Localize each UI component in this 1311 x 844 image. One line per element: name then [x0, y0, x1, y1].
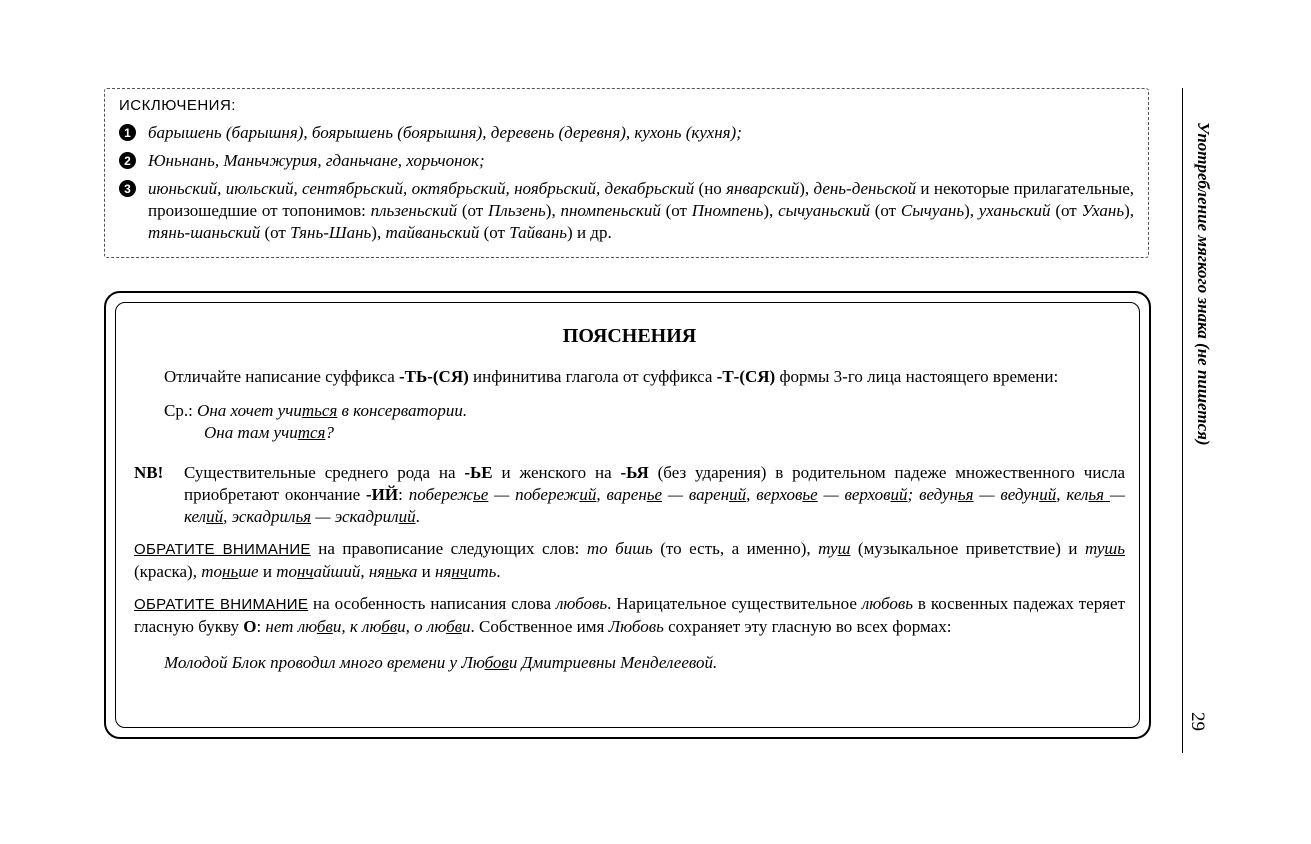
page-number: 29 — [1187, 712, 1208, 731]
comparison-example: Ср.: Она хочет учиться в консерватории. Она там учится? — [164, 401, 468, 442]
exception-item-1: 1 барышень (барышня), боярышень (боярышня), деревень (деревня), кухонь (кухня); — [119, 122, 1134, 144]
exceptions-title: ИСКЛЮЧЕНИЯ: — [119, 97, 236, 114]
number-one-icon: 1 — [119, 124, 136, 141]
explanations-frame — [104, 291, 1151, 739]
attention-label: ОБРАТИТЕ ВНИМАНИЕ — [134, 541, 311, 558]
nb-note: NB! Существительные среднего рода на -ЬЕ и женского на -ЬЯ (без ударения) в родительном падеже множественного числа приобретают окончание -ИЙ: побережье — побережий, варенье — варений, верховье — верховий; ведунья — ведуний, келья — келий, эскадрилья — эскадрилий. — [134, 463, 1126, 526]
attention-note-2: ОБРАТИТЕ ВНИМАНИЕ на особенность написания слова любовь. Нарицательное существительное любовь в косвенных падежах теряет гласную букву О: нет любви, к любви, о любви. Собственное имя Любовь сохраняет эту гласную во всех формах: — [134, 594, 1126, 636]
exception-item-2: 2 Юньнань, Маньчжурия, гданьчане, хорьчонок; — [119, 150, 1134, 172]
exception-item-3: 3 июньский, июльский, сентябрьский, октябрьский, ноябрьский, декабрьский (но январский), день-деньской и некоторые прилагательные, произошедшие от топонимов: пльзеньский (от Пльзень), пномпеньский (от Пномпень), сычуаньский (от Сычуань), уханьский (от Ухань), тянь-шаньский (от Тянь-Шань), тайваньский (от Тайвань) и др. — [119, 178, 1134, 244]
attention-label: ОБРАТИТЕ ВНИМАНИЕ — [134, 596, 309, 613]
example-quote: Молодой Блок проводил много времени у Любови Дмитриевны Менделеевой. — [164, 653, 718, 672]
exceptions-box — [104, 88, 1149, 258]
compare-label: Ср.: — [164, 401, 198, 420]
explanations-title: ПОЯСНЕНИЯ — [562, 325, 697, 347]
nb-label: NB! — [134, 463, 164, 482]
suffix-paragraph: Отличайте написание суффикса -ТЬ-(СЯ) инфинитива глагола от суффикса -Т-(СЯ) формы 3-го лица настоящего времени: — [164, 367, 1059, 386]
number-two-icon: 2 — [119, 152, 136, 169]
attention-note-1: ОБРАТИТЕ ВНИМАНИЕ на правописание следующих слов: то бишь (то есть, а именно), туш (музыкальное приветствие) и тушь (краска), тоньше и тончайший, нянька и нянчить. — [134, 539, 1125, 581]
section-side-title: Употребление мягкого знака (не пишется) — [1194, 122, 1213, 446]
number-three-icon: 3 — [119, 180, 136, 197]
explanations-inner-frame — [115, 302, 1140, 728]
